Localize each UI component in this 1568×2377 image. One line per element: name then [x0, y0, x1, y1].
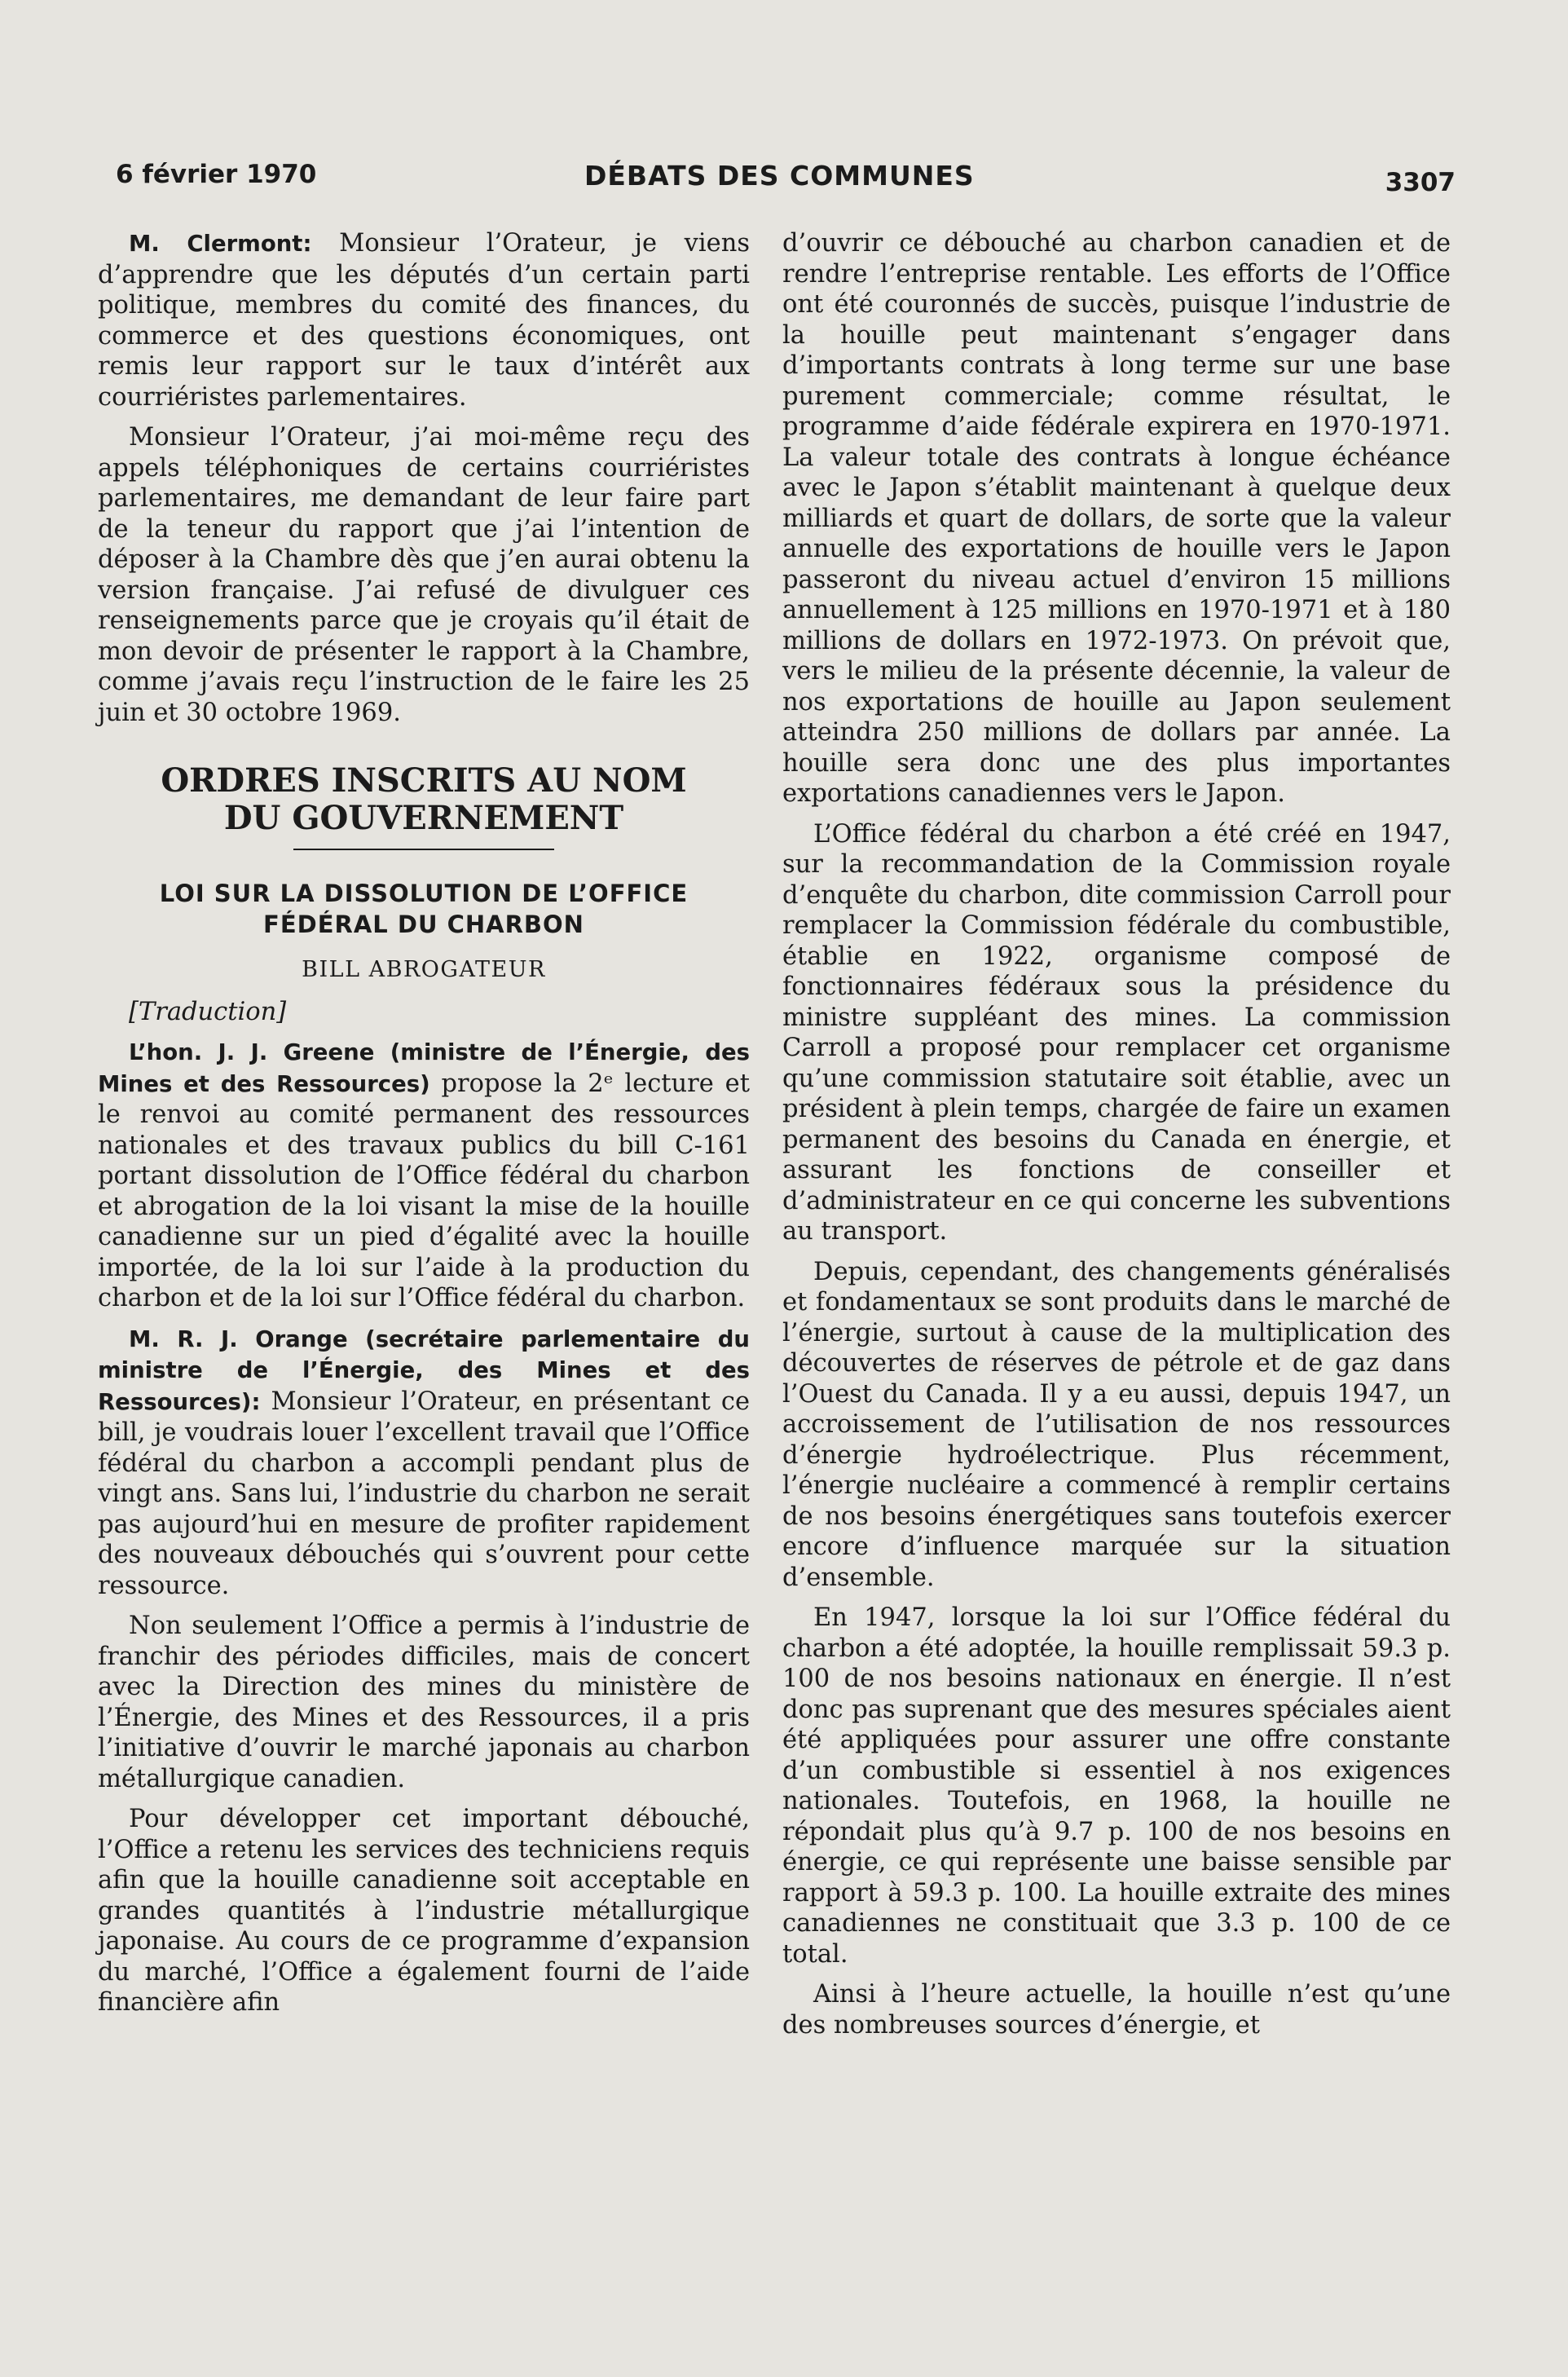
subsection-title — [98, 878, 750, 940]
paragraph: Non seulement l’Office a permis à l’industrie de franchir des périodes difficiles, mais de concert avec la Direction des mines du ministère de l’Énergie, des Mines et des Ressources, il a pris l’initiative d’ouvrir le marché japonais au charbon métallurgique canadien. — [98, 1612, 750, 1793]
left-column — [98, 228, 750, 2028]
speaker-name: L’hon. J. J. Greene (ministre de l’Énergie, des Mines et des Ressources) — [98, 1039, 750, 1097]
header-title: DÉBATS DES COMMUNES — [584, 160, 975, 192]
paragraph: En 1947, lorsque la loi sur l’Office fédéral du charbon a été adoptée, la houille remplissait 59.3 p. 100 de nos besoins nationaux en énergie. Il n’est donc pas suprenant que des mesures spéciales aient été appliquées pour assurer une offre constante d’un combustible si essentiel à nos exigences nationales. Toutefois, en 1968, la houille ne répondait plus qu’à 9.7 p. 100 de nos besoins en énergie, ce qui représente une baisse sensible par rapport à 59.3 p. 100. La houille extraite des mines canadiennes ne constituait que 3.3 p. 100 de ce total. — [782, 1603, 1451, 1969]
translation-note: [Traduction] — [129, 997, 287, 1026]
subsection-title-line: LOI SUR LA DISSOLUTION DE L’OFFICE — [159, 880, 689, 907]
paragraph: L’Office fédéral du charbon a été créé en 1947, sur la recommandation de la Commission royale d’enquête du charbon, dite commission Carroll pour remplacer la Commission fédérale du combustible, établie en 1922, organisme composé de fonctionnaires fédéraux sous la présidence du ministre suppléant des mines. La commission Carroll a proposé pour remplacer cet organisme qu’une commission statutaire soit établie, avec un président à plein temps, chargée de faire un examen permanent des besoins du Canada en énergie, et assurant les fonctions de conseiller et d’administrateur en ce qui concerne les subventions au transport. — [782, 819, 1451, 1246]
section-title-line: DU GOUVERNEMENT — [223, 799, 624, 837]
paragraph — [98, 1324, 750, 1602]
section-title — [98, 762, 750, 837]
paragraph-text: propose la 2ᵉ lecture et le renvoi au comité permanent des ressources nationales et des travaux publics du bill C-161 portant dissolution de l’Office fédéral du charbon et abrogation de la loi visant la mise de la houille canadienne sur un pied d’égalité avec la houille importée, de la loi sur l’aide à la production du charbon et de la loi sur l’Office fédéral du charbon. — [98, 1069, 750, 1312]
paragraph-text: Monsieur l’Orateur, en présentant ce bill, je voudrais louer l’excellent travail que l’Office fédéral du charbon a accompli pendant plus de vingt ans. Sans lui, l’industrie du charbon ne serait pas aujourd’hui en mesure de profiter rapidement des nouveaux débouchés qui s’ouvrent pour cette ressource. — [98, 1387, 750, 1600]
paragraph: Monsieur l’Orateur, j’ai moi-même reçu des appels téléphoniques de certains courriéristes parlementaires, me demandant de leur faire part de la teneur du rapport que j’ai l’intention de déposer à la Chambre dès que j’en aurai obtenu la version française. J’ai refusé de divulguer ces renseignements parce que je croyais qu’il était de mon devoir de présenter le rapport à la Chambre, comme j’avais reçu l’instruction de le faire les 25 juin et 30 octobre 1969. — [98, 423, 750, 727]
paragraph: Pour développer cet important débouché, l’Office a retenu les services des techniciens requis afin que la houille canadienne soit acceptable en grandes quantités à l’industrie métallurgique japonaise. Au cours de ce programme d’expansion du marché, l’Office a également fourni de l’aide financière afin — [98, 1805, 750, 2017]
running-header — [116, 160, 1456, 199]
page-number: 3307 — [1385, 168, 1456, 197]
header-date: 6 février 1970 — [116, 160, 317, 189]
speaker-name: M. Clermont: — [129, 231, 312, 257]
paragraph — [98, 1037, 750, 1314]
subsection-title-line: FÉDÉRAL DU CHARBON — [263, 911, 584, 938]
section-title-line: ORDRES INSCRITS AU NOM — [161, 761, 687, 800]
paragraph-text: Monsieur l’Orateur, je viens d’apprendre que les députés d’un certain parti politique, membres du comité des finances, du commerce et des questions économiques, ont remis leur rapport sur le taux d’intérêt aux courriéristes parlementaires. — [98, 229, 751, 412]
paragraph: Ainsi à l’heure actuelle, la houille n’est qu’une des nombreuses sources d’énergie, et — [782, 1980, 1451, 2040]
title-divider — [293, 849, 554, 850]
bill-label: BILL ABROGATEUR — [302, 957, 546, 982]
speaker-name: M. R. J. Orange (secrétaire parlementaire du ministre de l’Énergie, des Mines et des Ressources): — [98, 1325, 750, 1415]
paragraph: d’ouvrir ce débouché au charbon canadien et de rendre l’entreprise rentable. Les efforts de l’Office ont été couronnés de succès, puisque l’industrie de la houille peut maintenant s’engager dans d’importants contrats à long terme sur une base purement commerciale; comme résultat, le programme d’aide fédérale expirera en 1970-1971. La valeur totale des contrats à longue échéance avec le Japon s’établit maintenant à quelque deux milliards et quart de dollars, de sorte que la valeur annuelle des exportations de houille vers le Japon passeront du niveau actuel d’environ 15 millions annuellement à 125 millions en 1970-1971 et à 180 millions de dollars en 1972-1973. On prévoit que, vers le milieu de la présente décennie, la valeur de nos exportations de houille au Japon seulement atteindra 250 millions de dollars par année. La houille sera donc une des plus importantes exportations canadiennes vers le Japon. — [782, 229, 1451, 808]
paragraph — [98, 228, 750, 412]
paragraph: Depuis, cependant, des changements généralisés et fondamentaux se sont produits dans le marché de l’énergie, surtout à cause de la multiplication des découvertes de réserves de pétrole et de gaz dans l’Ouest du Canada. Il y a eu aussi, depuis 1947, un accroissement de l’utilisation de nos ressources d’énergie hydroélectrique. Plus récemment, l’énergie nucléaire a commencé à remplir certains de nos besoins énergétiques sans toutefois exercer encore d’influence marquée sur la situation d’ensemble. — [782, 1257, 1451, 1592]
right-column — [782, 228, 1451, 2050]
